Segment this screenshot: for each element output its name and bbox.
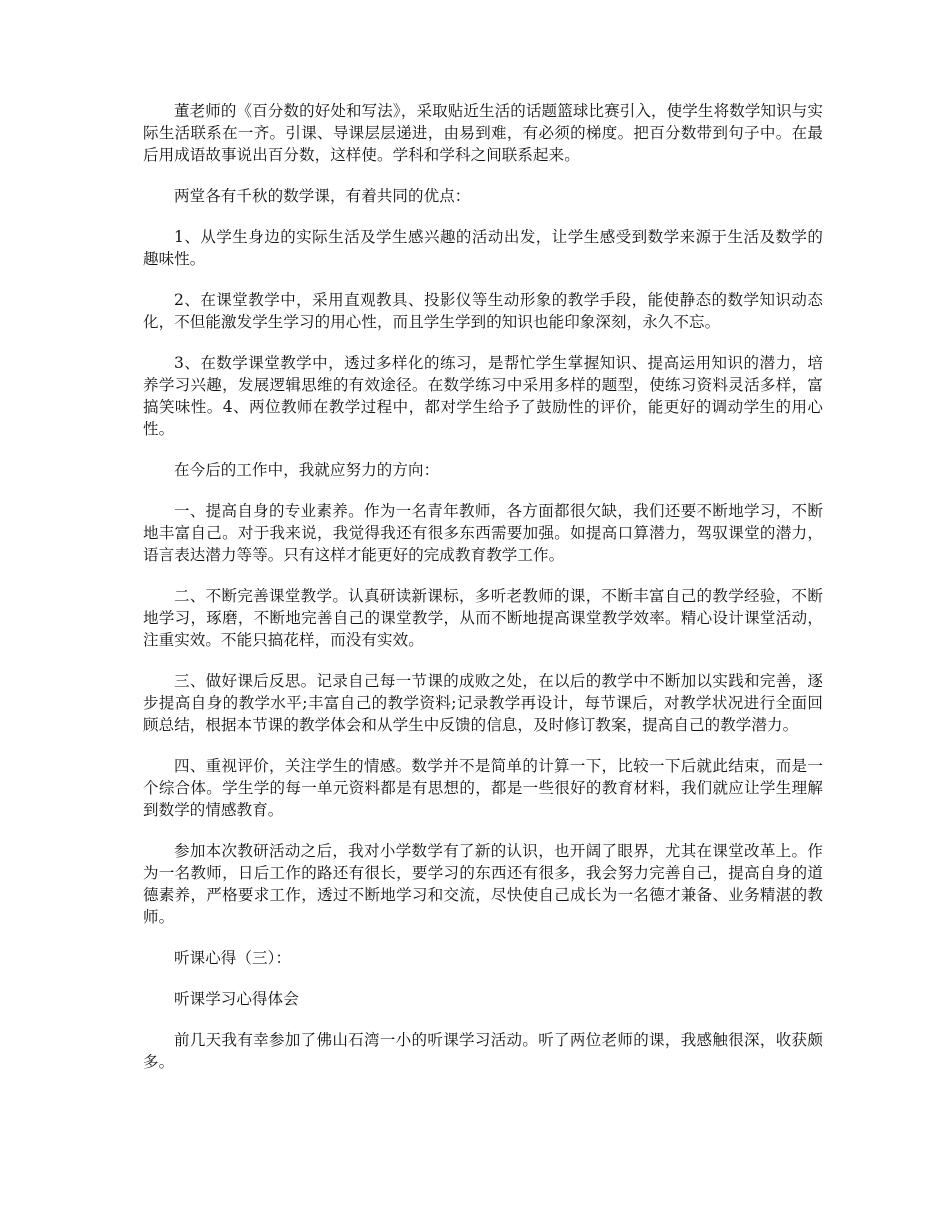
paragraph-shiwan-visit: 前几天我有幸参加了佛山石湾一小的听课学习活动。听了两位老师的课，我感触很深，收获颇多。: [143, 1031, 823, 1071]
paragraph-direction-2: 二、不断完善课堂教学。认真研读新课标，多听老教师的课，不断丰富自己的教学经验，不断地学习，琢磨，不断地完善自己的课堂教学，从而不断地提高课堂教学效率。精心设计课堂活动，注重实效。不能只搞花样，而没有实效。: [143, 587, 823, 649]
section-heading-part-three: 听课心得（三）：: [174, 949, 292, 967]
paragraph-direction-4: 四、重视评价，关注学生的情感。数学并不是简单的计算一下，比较一下后就此结束，而是一个综合体。学生学的每一单元资料都是有思想的，都是一些很好的教育材料，我们就应让学生理解到数学的情感教育。: [143, 757, 823, 819]
paragraph-merit-3-4: 3、在数学课堂教学中，透过多样化的练习，是帮忙学生掌握知识、提高运用知识的潜力，培养学习兴趣，发展逻辑思维的有效途径。在数学练习中采用多样的题型，使练习资料灵活多样，富搞笑味性。4、两位教师在教学过程中，都对学生给予了鼓励性的评价，能更好的调动学生的用心性。: [143, 354, 823, 438]
section-title-experience: 听课学习心得体会: [174, 990, 299, 1008]
paragraph-future-direction-intro: 在今后的工作中，我就应努力的方向：: [174, 461, 440, 479]
paragraph-common-merits-intro: 两堂各有千秋的数学课，有着共同的优点：: [174, 187, 471, 205]
document-page: [143, 100, 823, 1092]
paragraph-direction-3: 三、做好课后反思。记录自己每一节课的成败之处，在以后的教学中不断加以实践和完善，逐步提高自身的教学水平;丰富自己的教学资料;记录教学再设计，每节课后，对教学状况进行全面回顾总结，根据本节课的教学体会和从学生中反馈的信息，及时修订教案，提高自己的教学潜力。: [143, 672, 823, 734]
paragraph-direction-1: 一、提高自身的专业素养。作为一名青年教师，各方面都很欠缺，我们还要不断地学习，不断地丰富自己。对于我来说，我觉得我还有很多东西需要加强。如提高口算潜力，驾驭课堂的潜力，语言表达潜力等等。只有这样才能更好的完成教育教学工作。: [143, 502, 823, 564]
paragraph-conclusion: 参加本次教研活动之后，我对小学数学有了新的认识，也开阔了眼界，尤其在课堂改革上。作为一名教师，日后工作的路还有很长，要学习的东西还有很多，我会努力完善自己，提高自身的道德素养，严格要求工作，透过不断地学习和交流，尽快使自己成长为一名德才兼备、业务精湛的教师。: [143, 842, 823, 926]
paragraph-merit-2: 2、在课堂教学中，采用直观教具、投影仪等生动形象的教学手段，能使静态的数学知识动态化，不但能激发学生学习的用心性，而且学生学到的知识也能印象深刻，永久不忘。: [143, 291, 823, 331]
paragraph-merit-1: 1、从学生身边的实际生活及学生感兴趣的活动出发，让学生感受到数学来源于生活及数学的趣味性。: [143, 228, 823, 268]
paragraph-dong-teacher-lesson: 董老师的《百分数的好处和写法》，采取贴近生活的话题篮球比赛引入，使学生将数学知识与实际生活联系在一齐。引课、导课层层递进，由易到难，有必须的梯度。把百分数带到句子中。在最后用成语故事说出百分数，这样使。学科和学科之间联系起来。: [143, 102, 823, 164]
